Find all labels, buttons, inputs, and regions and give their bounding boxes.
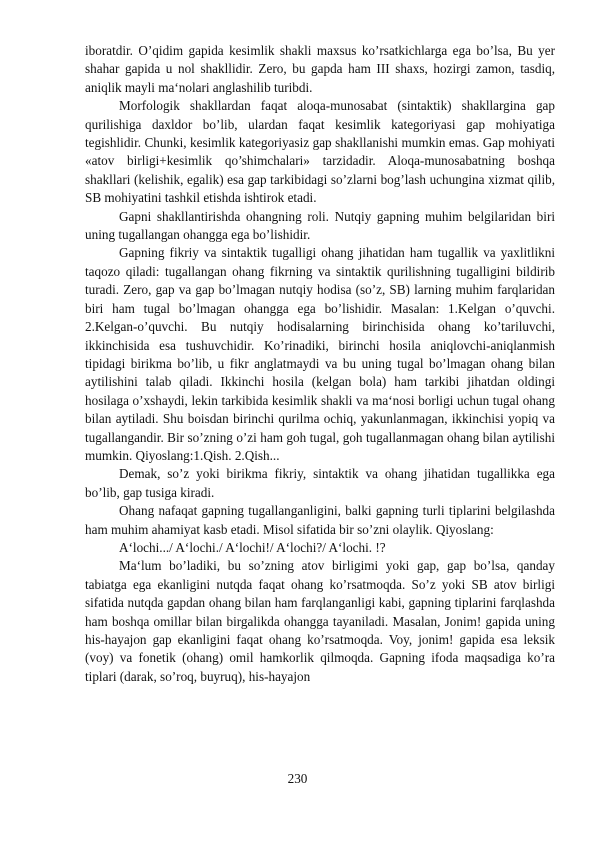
page-number: 230 xyxy=(287,771,308,786)
paragraph-7: A‘lochi.../ A‘lochi./ A‘lochi!/ A‘lochi?/ A‘lochi. !? xyxy=(119,539,386,555)
paragraph-3: Gapni shakllantirishda ohangning roli. Nutqiy gapning muhim belgilaridan biri uning tugallangan ohangga ega bo’lishidir. xyxy=(85,208,555,243)
paragraph-2: Morfologik shakllardan faqat aloqa-munosabat (sintaktik) shakllargina gap qurilishiga daxldor bo’lib, ulardan faqat kesimlik kategoriyasi gap mohiyatiga tegishlidir. Chunki, kesimlik kategoriyasiz gap shakllanishi mumkin emas. Gap mohiyati «atov birligi+kesimlik qo’shimchalari» tarzidadir. Aloqa-munosabatning boshqa shakllari (kelishik, egalik) esa gap tarkibidagi so’zlarni bog’lash uchungina xizmat qilib, SB mohiyatini tashkil etishda ishtirok etadi. xyxy=(85,98,555,206)
paragraph-8: Ma‘lum bo’ladiki, bu so’zning atov birligimi yoki gap, gap bo’lsa, qanday tabiatga ega ekanligini nutqda faqat ohang ko’rsatmoqda. So’z yoki SB atov birligi sifatida nutqda gapdan ohang bilan ham farqlanganligi kabi, gapning tiplarini farqlashda ham boshqa omillar bilan birgalikda ohangga tayaniladi. Masalan, Jonim! gapida uning his-hayajon gap ekanligini faqat ohang ko’rsatmoqda. Voy, jonim! gapida esa leksik (voy) va fonetik (ohang) omil hamkorlik qilmoqda. Gapning ifoda maqsadiga ko’ra tiplari (darak, so’roq, buyruq), his-hayajon xyxy=(85,558,555,684)
paragraph-4: Gapning fikriy va sintaktik tugalligi ohang jihatidan ham tugallik va yaxlitlikni taqozo qiladi: tugallangan ohang fikrning va sintaktik qurilishning tugalligini bildirib turadi. Zero, gap va gap bo’lmagan nutqiy hodisa (so’z, SB) larning muhim farqlaridan biri ham tugal bo’lmagan ohangga ega bo’lishidir. Masalan: 1.Kelgan o’quvchi. 2.Kelgan-o’quvchi. Bu nutqiy hodisalarning birinchisida ohang ko’tariluvchi, ikkinchisida esa tushuvchidir. Ko’rinadiki, birinchi hosila aniqlovchi-aniqlanmish tipidagi birikma bo’lib, u fikr anglatmaydi va bu uning tugal bo’lmagan ohang bilan aytilishini talab qiladi. Ikkinchi hosila (kelgan bola) ham tarkibi jihatdan oldingi hosilaga o’xshaydi, lekin tarkibida kesimlik shakli va ma‘nosi borligi uchun tugal ohang bilan aytiladi. Shu boisdan birinchi qurilma ochiq, yakunlanmagan, ikkinchisi yopiq va tugallangandir. Bir so’zning o’zi ham goh tugal, goh tugallanmagan ohang bilan aytilishi mumkin. Qiyoslang:1.Qish. 2.Qish... xyxy=(85,245,555,463)
document-page xyxy=(85,42,555,686)
paragraph-1: iboratdir. O’qidim gapida kesimlik shakli maxsus ko’rsatkichlarga ega bo’lsa, Bu yer shahar gapida u nol shakllidir. Zero, bu gapda ham III shaxs, hozirgi zamon, tasdiq, aniqlik mayli ma‘nolari anglashilib turibdi. xyxy=(85,43,555,95)
paragraph-5: Demak, so’z yoki birikma fikriy, sintaktik va ohang jihatidan tugallikka ega bo’lib, gap tusiga kiradi. xyxy=(85,466,555,500)
paragraph-6: Ohang nafaqat gapning tugallanganligini, balki gapning turli tiplarini belgilashda ham muhim ahamiyat kasb etadi. Misol sifatida bir so’zni olaylik. Qiyoslang: xyxy=(85,503,555,537)
